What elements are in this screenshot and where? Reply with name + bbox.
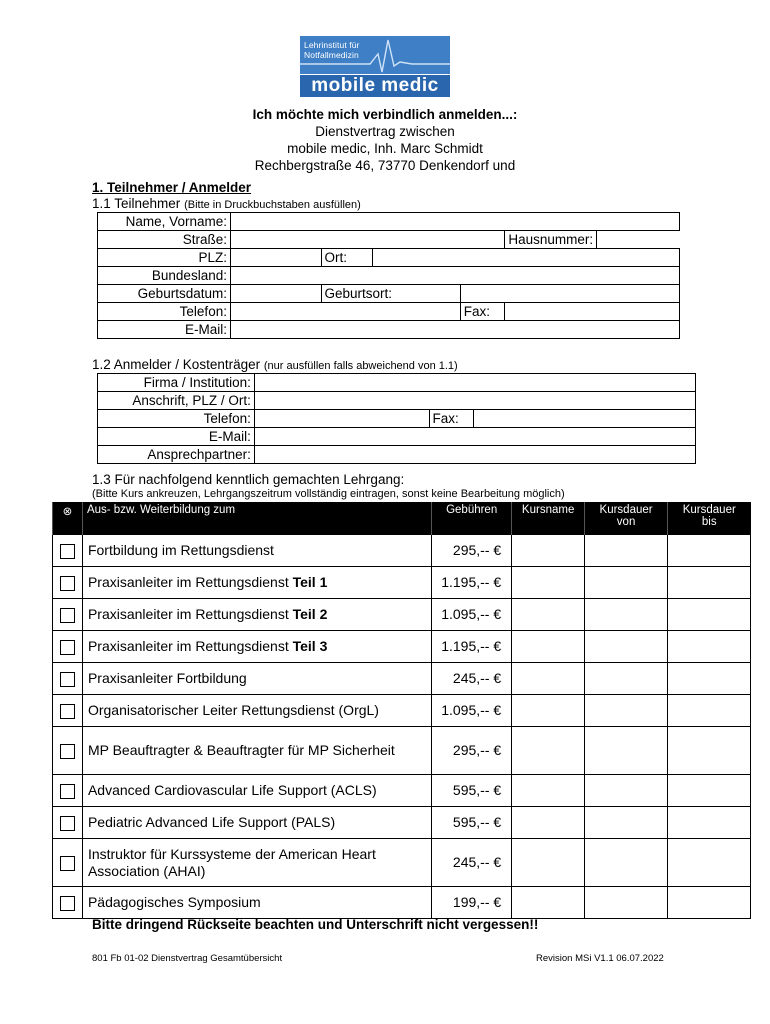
duration-from-line-2: von xyxy=(616,516,636,528)
duration-to-field[interactable] xyxy=(668,599,751,631)
course-checkbox-cell xyxy=(53,599,83,631)
state-label: Bundesland: xyxy=(98,267,231,285)
duration-to-field[interactable] xyxy=(668,567,751,599)
duration-from-field[interactable] xyxy=(585,567,668,599)
course-title-cell xyxy=(82,567,431,599)
course-row xyxy=(53,535,751,567)
course-fee: 1.195,-- € xyxy=(432,631,512,663)
course-row xyxy=(53,775,751,807)
course-name-field[interactable] xyxy=(512,887,585,919)
mobile-medic-logo xyxy=(300,36,450,97)
course-part: Teil 3 xyxy=(292,638,328,654)
check-column-header: ⊗ xyxy=(53,502,83,535)
course-row xyxy=(53,567,751,599)
city-field[interactable] xyxy=(372,249,679,267)
course-title: Fortbildung im Rettungsdienst xyxy=(87,542,274,558)
address-field[interactable] xyxy=(254,392,695,410)
course-title-cell xyxy=(82,631,431,663)
section-1-1-heading xyxy=(92,196,361,211)
footer-revision: Revision MSi V1.1 06.07.2022 xyxy=(536,953,664,964)
course-name-field[interactable] xyxy=(512,535,585,567)
course-fee: 295,-- € xyxy=(432,535,512,567)
city-label: Ort: xyxy=(321,249,372,267)
course-title: Praxisanleiter im Rettungsdienst xyxy=(87,606,289,622)
course-row xyxy=(53,839,751,887)
contact-label: Ansprechpartner: xyxy=(98,446,255,464)
course-checkbox-cell xyxy=(53,727,83,775)
duration-from-field[interactable] xyxy=(585,775,668,807)
course-checkbox[interactable] xyxy=(60,896,75,911)
course-fee: 1.195,-- € xyxy=(432,567,512,599)
course-fee: 245,-- € xyxy=(432,839,512,887)
course-checkbox[interactable] xyxy=(60,544,75,559)
contract-line-3: Rechbergstraße 46, 73770 Denkendorf und xyxy=(254,158,516,173)
birthdate-label: Geburtsdatum: xyxy=(98,285,231,303)
section-1-2-heading xyxy=(92,357,458,372)
zip-label: PLZ: xyxy=(98,249,231,267)
course-title: Pädagogisches Symposium xyxy=(87,894,261,910)
payer-fax-field[interactable] xyxy=(474,410,696,428)
course-column-header: Aus- bzw. Weiterbildung zum xyxy=(82,502,431,535)
signature-notice: Bitte dringend Rückseite beachten und Unterschrift nicht vergessen!! xyxy=(92,917,539,932)
course-fee: 1.095,-- € xyxy=(432,599,512,631)
duration-from-line-1: Kursdauer xyxy=(599,504,653,516)
duration-to-field[interactable] xyxy=(668,839,751,887)
duration-to-field[interactable] xyxy=(668,887,751,919)
duration-from-field[interactable] xyxy=(585,695,668,727)
contact-field[interactable] xyxy=(254,446,695,464)
course-title-cell xyxy=(82,663,431,695)
course-checkbox[interactable] xyxy=(60,640,75,655)
course-title-cell xyxy=(82,839,431,887)
state-field[interactable] xyxy=(230,267,679,285)
course-checkbox[interactable] xyxy=(60,576,75,591)
page-title: Ich möchte mich verbindlich anmelden...: xyxy=(252,107,518,122)
course-checkbox-cell xyxy=(53,839,83,887)
name-label: Name, Vorname: xyxy=(98,213,231,231)
duration-from-field[interactable] xyxy=(585,631,668,663)
course-row xyxy=(53,887,751,919)
course-name-field[interactable] xyxy=(512,567,585,599)
phone-field[interactable] xyxy=(230,303,460,321)
course-fee: 595,-- € xyxy=(432,807,512,839)
duration-to-column-header xyxy=(668,502,751,535)
duration-to-field[interactable] xyxy=(668,695,751,727)
duration-to-field[interactable] xyxy=(668,727,751,775)
duration-to-field[interactable] xyxy=(668,535,751,567)
phone-label: Telefon: xyxy=(98,303,231,321)
course-title: MP Beauftragter & Beauftragter für MP Sicherheit xyxy=(87,742,395,758)
payer-email-label: E-Mail: xyxy=(98,428,255,446)
duration-from-field[interactable] xyxy=(585,663,668,695)
duration-from-field[interactable] xyxy=(585,535,668,567)
course-title-cell xyxy=(82,599,431,631)
logo-line-2: Notfallmedizin xyxy=(304,50,359,60)
zip-field[interactable] xyxy=(230,249,321,267)
duration-to-line-2: bis xyxy=(701,516,717,528)
course-name-field[interactable] xyxy=(512,599,585,631)
course-name-column-header: Kursname xyxy=(512,502,585,535)
fax-field[interactable] xyxy=(505,303,680,321)
payer-email-field[interactable] xyxy=(254,428,695,446)
contract-line-2: mobile medic, Inh. Marc Schmidt xyxy=(287,141,483,156)
section-1-3-note: (Bitte Kurs ankreuzen, Lehrgangszeitrum vollständig eintragen, sonst keine Bearbeitung möglich) xyxy=(92,488,565,500)
section-1-3-title: 1.3 Für nachfolgend kenntlich gemachten Lehrgang: xyxy=(92,472,405,487)
name-field[interactable] xyxy=(230,213,679,231)
course-row xyxy=(53,727,751,775)
course-fee: 1.095,-- € xyxy=(432,695,512,727)
course-row xyxy=(53,663,751,695)
logo-brand: mobile medic xyxy=(300,75,450,97)
course-name-field[interactable] xyxy=(512,839,585,887)
course-title-cell xyxy=(82,775,431,807)
payer-phone-label: Telefon: xyxy=(98,410,255,428)
payer-fax-label: Fax: xyxy=(429,410,474,428)
course-part: Teil 2 xyxy=(292,606,328,622)
logo-line-1: Lehrinstitut für xyxy=(304,40,360,50)
course-name-field[interactable] xyxy=(512,775,585,807)
course-checkbox-cell xyxy=(53,887,83,919)
duration-to-field[interactable] xyxy=(668,775,751,807)
course-title: Instruktor für Kurssysteme der American Heart Association (AHAI) xyxy=(87,845,376,879)
course-title-cell xyxy=(82,695,431,727)
fee-column-header: Gebühren xyxy=(432,502,512,535)
duration-to-field[interactable] xyxy=(668,807,751,839)
course-title: Praxisanleiter im Rettungsdienst xyxy=(87,574,289,590)
course-row xyxy=(53,599,751,631)
course-title-cell xyxy=(82,807,431,839)
birthplace-label: Geburtsort: xyxy=(321,285,460,303)
course-fee: 199,-- € xyxy=(432,887,512,919)
course-fee: 295,-- € xyxy=(432,727,512,775)
duration-from-column-header xyxy=(585,502,668,535)
course-title: Pediatric Advanced Life Support (PALS) xyxy=(87,814,336,830)
duration-from-field[interactable] xyxy=(585,807,668,839)
section-1-1-note: (Bitte in Druckbuchstaben ausfüllen) xyxy=(184,199,361,211)
address-label: Anschrift, PLZ / Ort: xyxy=(98,392,255,410)
email-field[interactable] xyxy=(230,321,679,339)
course-row xyxy=(53,695,751,727)
course-title-cell xyxy=(82,535,431,567)
course-fee: 245,-- € xyxy=(432,663,512,695)
payer-phone-field[interactable] xyxy=(254,410,429,428)
course-checkbox[interactable] xyxy=(60,744,75,759)
course-checkbox[interactable] xyxy=(60,816,75,831)
birthdate-field[interactable] xyxy=(230,285,321,303)
course-checkbox-cell xyxy=(53,807,83,839)
section-1-2-title: 1.2 Anmelder / Kostenträger xyxy=(92,357,261,372)
footer-document-id: 801 Fb 01-02 Dienstvertrag Gesamtübersicht xyxy=(92,953,283,964)
participant-form xyxy=(97,212,680,339)
course-title: Advanced Cardiovascular Life Support (ACLS) xyxy=(87,782,377,798)
course-title-cell xyxy=(82,727,431,775)
duration-from-field[interactable] xyxy=(585,839,668,887)
course-title: Praxisanleiter Fortbildung xyxy=(87,670,247,686)
street-label: Straße: xyxy=(98,231,231,249)
course-checkbox[interactable] xyxy=(60,784,75,799)
course-part: Teil 1 xyxy=(292,574,328,590)
course-checkbox[interactable] xyxy=(60,608,75,623)
house-number-field[interactable] xyxy=(597,231,680,249)
course-table xyxy=(52,502,751,919)
course-name-field[interactable] xyxy=(512,663,585,695)
duration-to-field[interactable] xyxy=(668,663,751,695)
street-field[interactable] xyxy=(230,231,504,249)
birthplace-field[interactable] xyxy=(460,285,679,303)
company-field[interactable] xyxy=(254,374,695,392)
email-label: E-Mail: xyxy=(98,321,231,339)
course-checkbox-cell xyxy=(53,535,83,567)
course-title: Praxisanleiter im Rettungsdienst xyxy=(87,638,289,654)
course-checkbox[interactable] xyxy=(60,672,75,687)
course-checkbox-cell xyxy=(53,631,83,663)
contract-line-1: Dienstvertrag zwischen xyxy=(315,124,455,139)
duration-from-field[interactable] xyxy=(585,887,668,919)
course-checkbox-cell xyxy=(53,663,83,695)
course-title-cell xyxy=(82,887,431,919)
course-checkbox-cell xyxy=(53,567,83,599)
section-1-2-note: (nur ausfüllen falls abweichend von 1.1) xyxy=(263,360,458,372)
course-fee: 595,-- € xyxy=(432,775,512,807)
course-checkbox[interactable] xyxy=(60,704,75,719)
house-number-label: Hausnummer: xyxy=(505,231,597,249)
company-label: Firma / Institution: xyxy=(98,374,255,392)
course-checkbox-cell xyxy=(53,775,83,807)
course-row xyxy=(53,807,751,839)
course-name-field[interactable] xyxy=(512,695,585,727)
course-title: Organisatorischer Leiter Rettungsdienst (OrgL) xyxy=(87,702,379,718)
fax-label: Fax: xyxy=(460,303,505,321)
section-1-1-title: 1.1 Teilnehmer xyxy=(92,196,181,211)
section-1-heading: 1. Teilnehmer / Anmelder xyxy=(92,180,252,195)
course-name-field[interactable] xyxy=(512,727,585,775)
duration-from-field[interactable] xyxy=(585,599,668,631)
course-checkbox[interactable] xyxy=(60,856,75,871)
course-checkbox-cell xyxy=(53,695,83,727)
duration-to-line-1: Kursdauer xyxy=(682,504,736,516)
payer-form xyxy=(97,373,696,464)
course-name-field[interactable] xyxy=(512,807,585,839)
duration-from-field[interactable] xyxy=(585,727,668,775)
duration-to-field[interactable] xyxy=(668,631,751,663)
course-table-header xyxy=(53,502,751,535)
course-name-field[interactable] xyxy=(512,631,585,663)
course-row xyxy=(53,631,751,663)
